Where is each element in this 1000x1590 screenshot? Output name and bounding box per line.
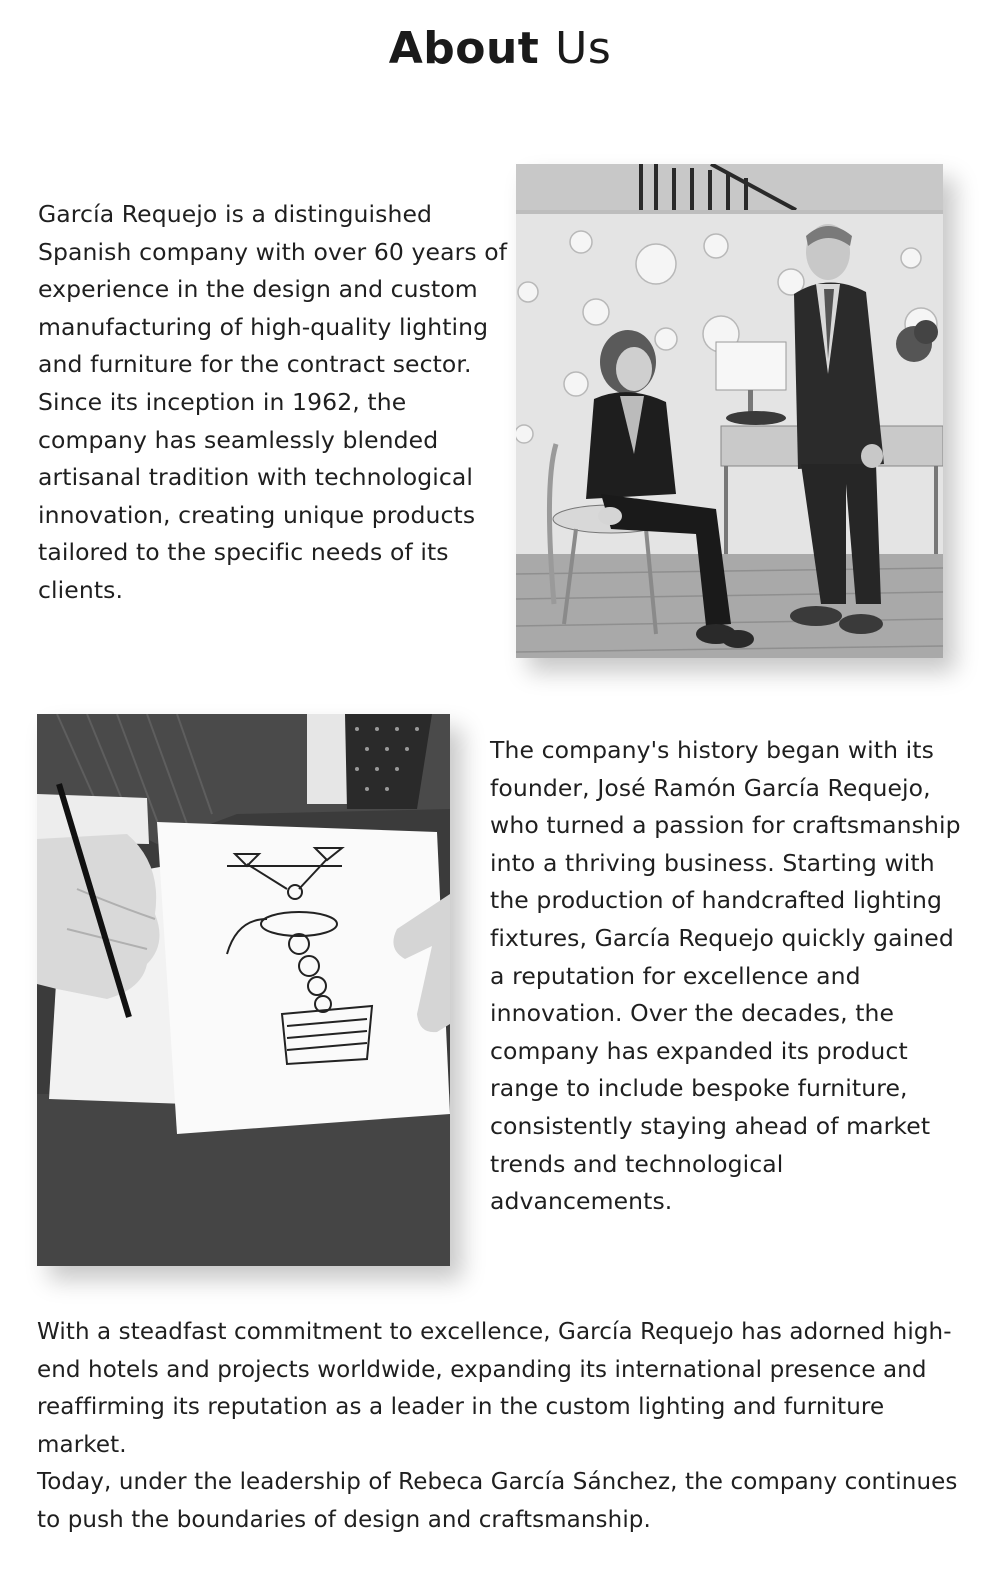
history-paragraph: The company's history began with its founder, José Ramón García Requejo, who turned a passion for craftsmanship into a thriving business. Starting with the production of handcrafted lighting fixtures, García Requejo quickly gained a reputation for excellence and innovation. Over the decades, the company has expanded its product range to include bespoke furniture, consistently staying ahead of market trends and technological advancements. [490,736,961,1216]
intro-paragraph: García Requejo is a distinguished Spanish company with over 60 years of experience in the design and custom manufacturing of high-quality lighting and furniture for the contract sector. Since its inception in 1962, the company has seamlessly blended artisanal tradition with technological innovation, creating unique products tailored to the specific needs of its clients. [38,200,508,604]
founders-photo [516,164,943,658]
today-paragraph: Today, under the leadership of Rebeca García Sánchez, the company continues to push the boundaries of design and craftsmanship. [37,1469,958,1533]
sketch-photo-illustration [37,714,450,1266]
sketch-photo [37,714,450,1266]
founders-photo-illustration [516,164,943,658]
page-title-bold: About [388,23,540,74]
commitment-paragraph: With a steadfast commitment to excellence, García Requejo has adorned high-end hotels and projects worldwide, expanding its international presence and reaffirming its reputation as a leader in the custom lighting and furniture market. [37,1319,952,1458]
page-title-light: Us [555,23,612,74]
page-title [0,18,1000,80]
